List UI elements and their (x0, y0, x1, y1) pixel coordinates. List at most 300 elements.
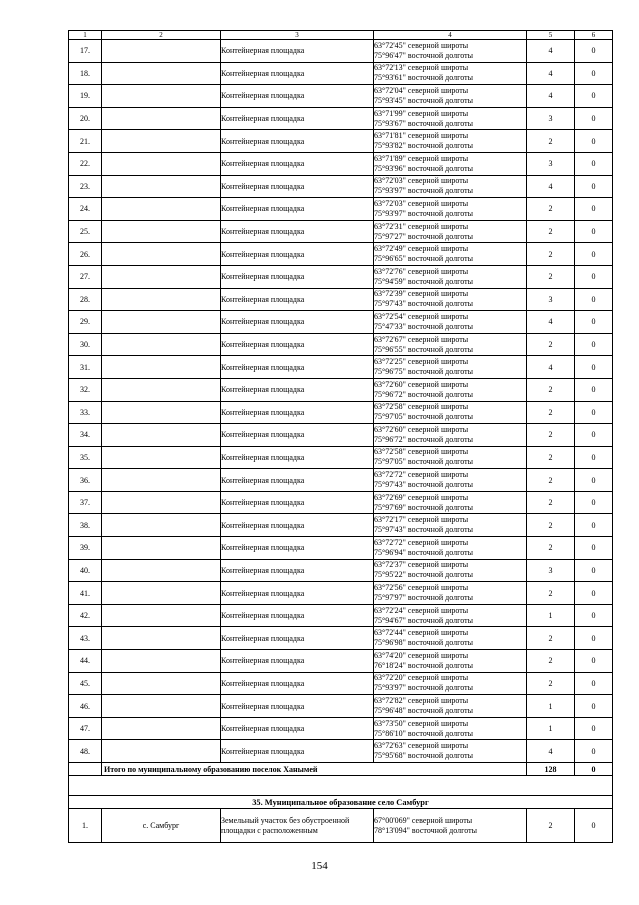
latitude-text: 63°72'67" северной широты (374, 334, 469, 344)
total-count: 128 (527, 763, 575, 776)
latitude-text: 63°72'04" северной широты (374, 85, 469, 95)
object-type: Контейнерная площадка (221, 514, 374, 537)
coordinates-cell (374, 627, 527, 650)
volume-value: 0 (575, 514, 613, 537)
row-number: 35. (69, 446, 102, 469)
volume-value: 0 (575, 491, 613, 514)
object-type: Контейнерная площадка (221, 559, 374, 582)
container-count: 2 (527, 220, 575, 243)
volume-value: 0 (575, 85, 613, 108)
container-count: 2 (527, 243, 575, 266)
longitude-text: 75°95'22" восточной долготы (374, 570, 473, 580)
longitude-text: 75°96'65" восточной долготы (374, 254, 473, 264)
total-volume: 0 (575, 763, 613, 776)
table-row (69, 311, 613, 334)
column-number: 2 (102, 31, 221, 40)
row-number: 45. (69, 672, 102, 695)
empty-cell (102, 40, 221, 63)
object-type: Контейнерная площадка (221, 85, 374, 108)
empty-cell (102, 85, 221, 108)
latitude-text: 63°72'49" северной широты (374, 244, 469, 254)
table-row (69, 537, 613, 560)
table-row (69, 559, 613, 582)
object-type: Контейнерная площадка (221, 491, 374, 514)
table-row (69, 491, 613, 514)
object-type: Контейнерная площадка (221, 220, 374, 243)
table-row (69, 378, 613, 401)
empty-cell (102, 288, 221, 311)
column-number: 1 (69, 31, 102, 40)
coordinates-cell (374, 424, 527, 447)
volume-value: 0 (575, 672, 613, 695)
table-row (69, 650, 613, 673)
object-type: Контейнерная площадка (221, 672, 374, 695)
latitude-text: 63°72'03" северной широты (374, 176, 469, 186)
volume-value: 0 (575, 537, 613, 560)
empty-cell (102, 243, 221, 266)
volume-value: 0 (575, 243, 613, 266)
object-type: Контейнерная площадка (221, 378, 374, 401)
section-title: 35. Муниципальное образование село Самбург (69, 796, 613, 809)
coordinates-cell (374, 469, 527, 492)
coordinates-cell (374, 265, 527, 288)
table-row (69, 175, 613, 198)
object-type: Контейнерная площадка (221, 333, 374, 356)
table-row (69, 717, 613, 740)
volume-value: 0 (575, 695, 613, 718)
empty-cell (102, 424, 221, 447)
latitude-text: 63°72'76" северной широты (374, 266, 469, 276)
latitude-text: 63°71'81" северной широты (374, 131, 469, 141)
container-count: 2 (527, 672, 575, 695)
table-row (69, 672, 613, 695)
container-count: 1 (527, 604, 575, 627)
table-row (69, 740, 613, 763)
volume-value: 0 (575, 333, 613, 356)
latitude-text: 63°73'50" северной широты (374, 718, 469, 728)
latitude-text: 63°72'82" северной широты (374, 696, 469, 706)
coordinates-cell (374, 672, 527, 695)
table-row (69, 469, 613, 492)
column-number: 4 (374, 31, 527, 40)
empty-cell (102, 491, 221, 514)
row-number: 24. (69, 198, 102, 221)
table-row (69, 265, 613, 288)
latitude-text: 63°72'63" северной широты (374, 741, 469, 751)
empty-cell (102, 582, 221, 605)
object-type: Контейнерная площадка (221, 717, 374, 740)
empty-cell (102, 265, 221, 288)
blank-row (69, 776, 613, 796)
longitude-text: 75°96'72" восточной долготы (374, 434, 473, 444)
column-number-row (69, 31, 613, 40)
object-type: Контейнерная площадка (221, 243, 374, 266)
table-row (69, 627, 613, 650)
longitude-text: 75°96'94" восточной долготы (374, 547, 473, 557)
volume-value: 0 (575, 424, 613, 447)
object-type: Контейнерная площадка (221, 446, 374, 469)
empty-cell (102, 333, 221, 356)
object-type: Контейнерная площадка (221, 198, 374, 221)
container-count: 2 (527, 582, 575, 605)
longitude-text: 78°13'094" восточной долготы (374, 825, 477, 835)
latitude-text: 63°72'58" северной широты (374, 402, 469, 412)
volume-value: 0 (575, 175, 613, 198)
table-row (69, 40, 613, 63)
coordinates-cell (374, 175, 527, 198)
container-count: 4 (527, 356, 575, 379)
latitude-text: 63°74'20" северной широты (374, 650, 469, 660)
row-number: 25. (69, 220, 102, 243)
coordinates-cell (374, 220, 527, 243)
volume-value: 0 (575, 107, 613, 130)
coordinates-cell (374, 198, 527, 221)
volume-value: 0 (575, 265, 613, 288)
volume-value: 0 (575, 40, 613, 63)
description-line: Земельный участок без обустроенной (221, 815, 350, 825)
container-count: 2 (527, 537, 575, 560)
volume-value: 0 (575, 650, 613, 673)
table-body (69, 31, 613, 843)
row-number: 30. (69, 333, 102, 356)
row-number: 36. (69, 469, 102, 492)
row-number: 29. (69, 311, 102, 334)
empty-cell (102, 220, 221, 243)
longitude-text: 75°97'43" восточной долготы (374, 299, 473, 309)
empty-cell (102, 198, 221, 221)
row-number: 48. (69, 740, 102, 763)
row-number: 46. (69, 695, 102, 718)
coordinates-cell (374, 582, 527, 605)
container-count: 2 (527, 424, 575, 447)
container-count: 4 (527, 40, 575, 63)
volume-value: 0 (575, 130, 613, 153)
total-row (69, 763, 613, 776)
row-number: 23. (69, 175, 102, 198)
volume-value: 0 (575, 378, 613, 401)
coordinates-cell (374, 333, 527, 356)
object-type: Контейнерная площадка (221, 469, 374, 492)
coordinates-cell (374, 809, 527, 843)
longitude-text: 75°96'55" восточной долготы (374, 344, 473, 354)
longitude-text: 75°93'97" восточной долготы (374, 683, 473, 693)
object-type: Контейнерная площадка (221, 311, 374, 334)
object-type: Контейнерная площадка (221, 582, 374, 605)
column-number: 5 (527, 31, 575, 40)
container-count: 1 (527, 717, 575, 740)
object-type: Контейнерная площадка (221, 356, 374, 379)
table-row (69, 152, 613, 175)
volume-value: 0 (575, 288, 613, 311)
table-row (69, 424, 613, 447)
row-number: 18. (69, 62, 102, 85)
volume-value: 0 (575, 740, 613, 763)
coordinates-cell (374, 243, 527, 266)
container-count: 3 (527, 107, 575, 130)
table-row (69, 130, 613, 153)
longitude-text: 75°97'43" восточной долготы (374, 480, 473, 490)
object-type: Контейнерная площадка (221, 152, 374, 175)
longitude-text: 75°93'67" восточной долготы (374, 118, 473, 128)
settlement-name: с. Самбург (102, 809, 221, 843)
container-count: 2 (527, 514, 575, 537)
empty-cell (102, 740, 221, 763)
coordinates-cell (374, 446, 527, 469)
empty-cell (102, 152, 221, 175)
container-count: 2 (527, 401, 575, 424)
empty-cell (102, 62, 221, 85)
longitude-text: 75°96'47" восточной долготы (374, 50, 473, 60)
row-number: 17. (69, 40, 102, 63)
longitude-text: 75°93'96" восточной долготы (374, 163, 473, 173)
longitude-text: 75°95'68" восточной долготы (374, 751, 473, 761)
empty-cell (102, 717, 221, 740)
description-line: площадки с расположенным (221, 825, 318, 835)
object-type: Контейнерная площадка (221, 288, 374, 311)
column-number: 6 (575, 31, 613, 40)
longitude-text: 75°97'05" восточной долготы (374, 412, 473, 422)
empty-cell (102, 378, 221, 401)
coordinates-cell (374, 288, 527, 311)
container-count: 4 (527, 175, 575, 198)
volume-value: 0 (575, 311, 613, 334)
column-number: 3 (221, 31, 374, 40)
coordinates-cell (374, 604, 527, 627)
volume-value: 0 (575, 627, 613, 650)
table-row (69, 401, 613, 424)
longitude-text: 75°97'69" восточной долготы (374, 502, 473, 512)
volume-value: 0 (575, 152, 613, 175)
coordinates-cell (374, 311, 527, 334)
object-type: Контейнерная площадка (221, 695, 374, 718)
latitude-text: 63°72'45" северной широты (374, 40, 469, 50)
volume-value: 0 (575, 198, 613, 221)
container-count: 2 (527, 469, 575, 492)
container-count: 3 (527, 152, 575, 175)
container-count: 2 (527, 627, 575, 650)
coordinates-cell (374, 695, 527, 718)
row-number: 28. (69, 288, 102, 311)
longitude-text: 75°93'97" восточной долготы (374, 186, 473, 196)
table-row (69, 582, 613, 605)
latitude-text: 63°72'60" северной широты (374, 424, 469, 434)
object-type: Контейнерная площадка (221, 401, 374, 424)
latitude-text: 63°72'58" северной широты (374, 447, 469, 457)
empty-cell (102, 650, 221, 673)
longitude-text: 75°96'48" восточной долготы (374, 706, 473, 716)
coordinates-cell (374, 740, 527, 763)
longitude-text: 75°94'59" восточной долготы (374, 276, 473, 286)
object-type: Контейнерная площадка (221, 40, 374, 63)
row-number: 32. (69, 378, 102, 401)
coordinates-cell (374, 130, 527, 153)
object-type: Контейнерная площадка (221, 740, 374, 763)
row-number: 40. (69, 559, 102, 582)
coordinates-cell (374, 107, 527, 130)
row-number: 27. (69, 265, 102, 288)
table-row (69, 695, 613, 718)
empty-cell (102, 130, 221, 153)
object-type: Контейнерная площадка (221, 604, 374, 627)
longitude-text: 75°96'75" восточной долготы (374, 367, 473, 377)
section-row (69, 796, 613, 809)
page-number: 154 (311, 860, 328, 872)
table-row (69, 220, 613, 243)
latitude-text: 63°71'99" северной широты (374, 108, 469, 118)
object-type: Контейнерная площадка (221, 130, 374, 153)
latitude-text: 63°72'72" северной широты (374, 470, 469, 480)
coordinates-cell (374, 356, 527, 379)
volume-value: 0 (575, 446, 613, 469)
empty-cell (102, 537, 221, 560)
latitude-text: 63°72'72" северной широты (374, 537, 469, 547)
container-count: 2 (527, 333, 575, 356)
coordinates-cell (374, 491, 527, 514)
container-count: 2 (527, 130, 575, 153)
coordinates-cell (374, 717, 527, 740)
volume-value: 0 (575, 401, 613, 424)
table-row (69, 62, 613, 85)
latitude-text: 67°00'069" северной широты (374, 815, 473, 825)
row-number: 19. (69, 85, 102, 108)
coordinates-cell (374, 378, 527, 401)
longitude-text: 75°96'72" восточной долготы (374, 389, 473, 399)
empty-cell (102, 514, 221, 537)
object-type: Контейнерная площадка (221, 537, 374, 560)
container-count: 2 (527, 378, 575, 401)
empty-cell (102, 401, 221, 424)
latitude-text: 63°72'03" северной широты (374, 198, 469, 208)
coordinates-cell (374, 62, 527, 85)
table-row (69, 604, 613, 627)
row-number: 33. (69, 401, 102, 424)
row-number: 22. (69, 152, 102, 175)
longitude-text: 75°47'33" восточной долготы (374, 321, 473, 331)
volume-value: 0 (575, 809, 613, 843)
longitude-text: 76°18'24" восточной долготы (374, 660, 473, 670)
volume-value: 0 (575, 604, 613, 627)
latitude-text: 63°72'13" северной широты (374, 63, 469, 73)
container-count: 4 (527, 740, 575, 763)
row-number: 44. (69, 650, 102, 673)
row-number: 31. (69, 356, 102, 379)
volume-value: 0 (575, 582, 613, 605)
empty-cell (102, 695, 221, 718)
coordinates-cell (374, 401, 527, 424)
object-type: Контейнерная площадка (221, 265, 374, 288)
latitude-text: 63°72'20" северной широты (374, 673, 469, 683)
table-row (69, 85, 613, 108)
volume-value: 0 (575, 717, 613, 740)
row-number: 20. (69, 107, 102, 130)
latitude-text: 63°72'39" северной широты (374, 289, 469, 299)
longitude-text: 75°93'61" восточной долготы (374, 73, 473, 83)
longitude-text: 75°93'97" восточной долготы (374, 208, 473, 218)
object-type: Контейнерная площадка (221, 650, 374, 673)
longitude-text: 75°97'05" восточной долготы (374, 457, 473, 467)
empty-cell (102, 311, 221, 334)
object-type: Контейнерная площадка (221, 424, 374, 447)
empty-cell (102, 672, 221, 695)
latitude-text: 63°72'17" северной широты (374, 515, 469, 525)
longitude-text: 75°97'97" восточной долготы (374, 593, 473, 603)
container-count: 2 (527, 265, 575, 288)
empty-cell (102, 469, 221, 492)
container-count: 2 (527, 650, 575, 673)
container-count: 4 (527, 85, 575, 108)
empty-cell (102, 446, 221, 469)
table-row (69, 356, 613, 379)
table-row (69, 243, 613, 266)
object-type: Контейнерная площадка (221, 627, 374, 650)
row-number: 1. (69, 809, 102, 843)
coordinates-cell (374, 40, 527, 63)
row-number: 39. (69, 537, 102, 560)
empty-cell (69, 763, 102, 776)
object-type: Контейнерная площадка (221, 107, 374, 130)
volume-value: 0 (575, 356, 613, 379)
empty-cell (102, 175, 221, 198)
volume-value: 0 (575, 559, 613, 582)
empty-cell (102, 559, 221, 582)
row-number: 26. (69, 243, 102, 266)
latitude-text: 63°72'44" северной широты (374, 628, 469, 638)
row-number: 38. (69, 514, 102, 537)
longitude-text: 75°94'67" восточной долготы (374, 615, 473, 625)
longitude-text: 75°93'45" восточной долготы (374, 95, 473, 105)
table-row (69, 514, 613, 537)
latitude-text: 63°71'89" северной широты (374, 153, 469, 163)
coordinates-cell (374, 650, 527, 673)
longitude-text: 75°86'10" восточной долготы (374, 728, 473, 738)
table-row (69, 107, 613, 130)
row-number: 47. (69, 717, 102, 740)
row-number: 37. (69, 491, 102, 514)
empty-cell (69, 776, 613, 796)
row-number: 42. (69, 604, 102, 627)
container-count: 2 (527, 491, 575, 514)
coordinates-cell (374, 537, 527, 560)
coordinates-cell (374, 152, 527, 175)
object-type: Контейнерная площадка (221, 62, 374, 85)
container-count: 4 (527, 62, 575, 85)
container-count: 2 (527, 446, 575, 469)
container-sites-table (68, 30, 613, 843)
table-row (69, 288, 613, 311)
volume-value: 0 (575, 220, 613, 243)
site-description (221, 809, 374, 843)
coordinates-cell (374, 559, 527, 582)
volume-value: 0 (575, 62, 613, 85)
empty-cell (102, 627, 221, 650)
coordinates-cell (374, 514, 527, 537)
total-label: Итого по муниципальному образованию поселок Ханымей (102, 763, 527, 776)
table-row (69, 198, 613, 221)
empty-cell (102, 356, 221, 379)
row-number: 34. (69, 424, 102, 447)
coordinates-cell (374, 85, 527, 108)
container-count: 3 (527, 288, 575, 311)
empty-cell (102, 604, 221, 627)
table-row (69, 446, 613, 469)
latitude-text: 63°72'24" северной широты (374, 605, 469, 615)
container-count: 3 (527, 559, 575, 582)
latitude-text: 63°72'25" северной широты (374, 357, 469, 367)
latitude-text: 63°72'31" северной широты (374, 221, 469, 231)
empty-cell (102, 107, 221, 130)
container-count: 2 (527, 809, 575, 843)
row-number: 43. (69, 627, 102, 650)
